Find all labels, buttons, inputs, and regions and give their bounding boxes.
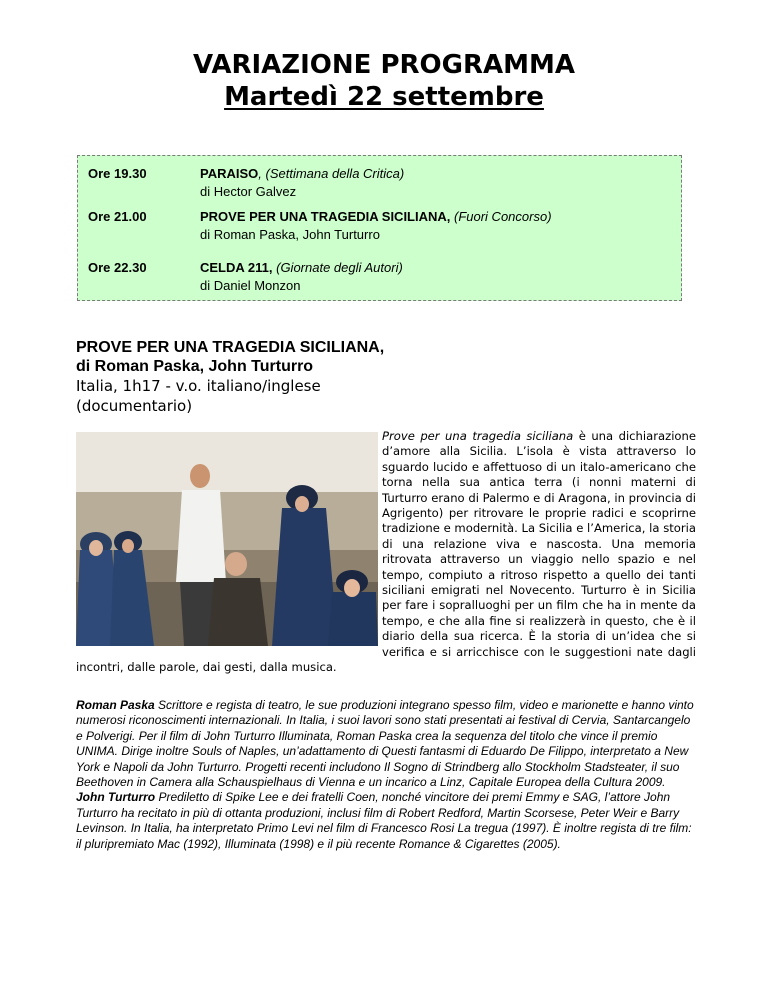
schedule-director: di Roman Paska, John Turturro [200, 227, 380, 242]
schedule-film-title: CELDA 211, [200, 260, 273, 275]
schedule-director: di Hector Galvez [200, 184, 297, 199]
film-title: PROVE PER UNA TRAGEDIA SICILIANA, [76, 339, 385, 356]
schedule-box [77, 155, 682, 301]
bio-text: Prediletto di Spike Lee e dei fratelli Coen, nonché vincitore dei premi Emmy e SAG, l’attore John Turturro ha recitato in più di ottanta produzioni, inclusi film di Robert Redford, Martin Scorsese, Peter Weir e Barry Levinson. In Italia, ha interpretato Primo Levi nel film di Francesco Rosi La tregua (1997). È inoltre regista di tre film: il pluripremiato Mac (1992), Illuminata (1998) e il più recente Romance & Cigarettes (2005). [76, 790, 692, 851]
schedule-section: , (Settimana della Critica) [258, 166, 405, 181]
film-genre: (documentario) [76, 397, 193, 415]
bio-text: Scrittore e regista di teatro, le sue produzioni integrano spesso film, video e marionette e hanno vinto numerosi riconoscimenti internazionali. In Italia, i suoi lavori sono stati presentati ai festival di Cervia, Santarcangelo e Polverigi. Per il film di John Turturro Illuminata, Roman Paska crea la sequenza del titolo che vince il premio UNIMA. Dirige inoltre Souls of Naples, un’adattamento di Questi fantasmi di Eduardo De Filippo, interpretato a New York e Napoli da John Turturro. Progetti recenti includono Il Sogno di Strindberg allo Stockholm Stadsteater, il suo Beethoven in Camera alla Schauspielhaus di Vienna e un incarico a Linz, Capitale Europea della Cultura 2009. [76, 698, 694, 790]
film-description [76, 429, 696, 676]
schedule-time: Ore 21.00 [88, 209, 147, 224]
film-desc-text: è una dichiarazione d’amore alla Sicilia. L’isola è vista attraverso lo sguardo lucido e affettuoso di un italo-americano che torna nella sua antica terra (i nonni materni di Turturro erano di Palermo e di Aragona, in provincia di Agrigento) per ritrovare le proprie radici e scoprirne tradizione e modernità. La Sicilia e l’America, la storia di una relazione viva e nascosta. Una memoria ritrovata attraverso un viaggio nello spazio e nel tempo, compiuto a ritroso rispetto a quello dei tanti siciliani emigrati nel Novecento. Turturro è in Sicilia per fare i sopralluoghi per un film che ha in mente da tempo, e che alla fine si realizzerà in questo, che è il diario della sua ricerca. È la storia di un’idea che si verifica e si arricchisce con le suggestioni nate dagli incontri, dalle parole, dai gesti, dalla musica. [76, 429, 696, 675]
bio-paragraph [76, 698, 696, 790]
film-meta [76, 376, 321, 416]
schedule-time: Ore 19.30 [88, 166, 147, 181]
bio-name: John Turturro [76, 790, 156, 805]
page-title: VARIAZIONE PROGRAMMA [192, 50, 576, 80]
schedule-section: (Giornate degli Autori) [272, 260, 403, 275]
schedule-film-title: PROVE PER UNA TRAGEDIA SICILIANA, [200, 209, 451, 224]
bio-name: Roman Paska [76, 698, 155, 712]
film-heading [76, 338, 384, 376]
page-date: Martedì 22 settembre [224, 82, 544, 112]
film-directors: di Roman Paska, John Turturro [76, 358, 314, 375]
schedule-time: Ore 22.30 [88, 260, 147, 275]
schedule-film-title: PARAISO [200, 166, 259, 181]
schedule-section: (Fuori Concorso) [450, 209, 552, 224]
schedule-director: di Daniel Monzon [200, 278, 301, 293]
film-meta-line: Italia, 1h17 - v.o. italiano/inglese [76, 377, 321, 395]
film-desc-title: Prove per una tragedia siciliana [382, 429, 574, 443]
bio-paragraph [76, 790, 696, 852]
bios-section [76, 698, 696, 852]
